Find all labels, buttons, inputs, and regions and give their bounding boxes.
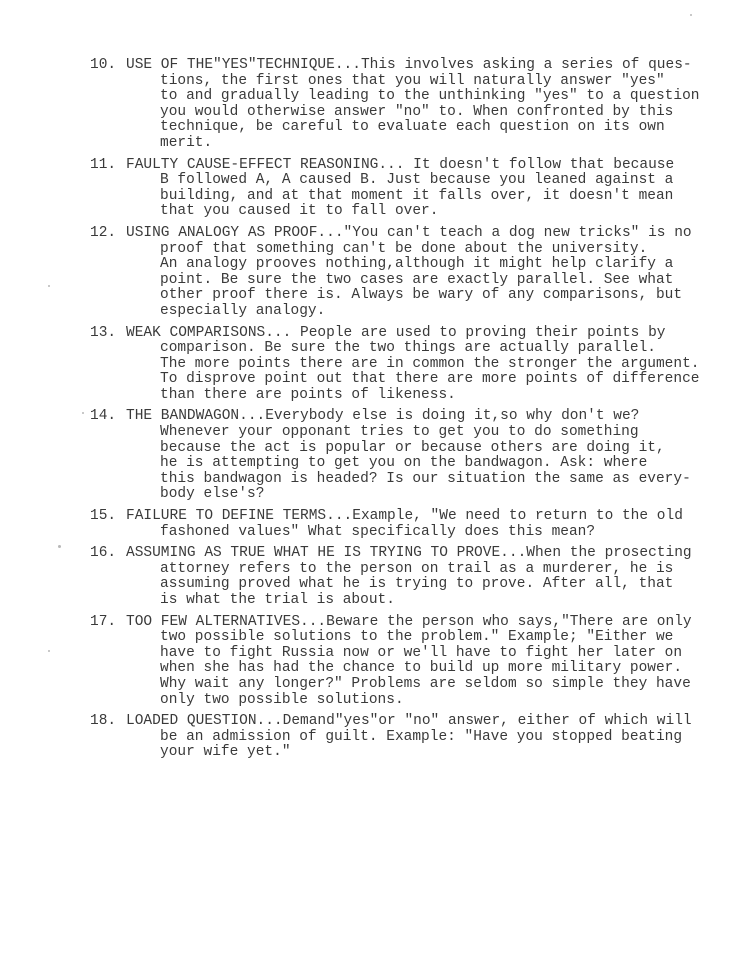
item-text-line: when she has had the chance to build up more military power. [160, 660, 683, 677]
item-heading-line: USING ANALOGY AS PROOF..."You can't teach a dog new tricks" is no [126, 224, 692, 241]
scan-speck [48, 285, 50, 287]
item-text-line: fashoned values" What specifically does this mean? [160, 523, 596, 540]
scan-speck [690, 14, 692, 16]
item-text-line: assuming proved what he is trying to prove. After all, that [160, 576, 674, 593]
list-item [0, 326, 750, 404]
item-text-line: comparison. Be sure the two things are actually parallel. [160, 340, 656, 357]
item-text-line: is what the trial is about. [160, 592, 395, 608]
list-item [0, 509, 750, 540]
item-text-line: Whenever your opponant tries to get you to do something [160, 424, 639, 441]
item-number: 17. [90, 613, 117, 630]
item-text-line: he is attempting to get you on the bandwagon. Ask: where [160, 455, 648, 472]
item-number: 11. [90, 156, 117, 173]
item-text-line: because the act is popular or because others are doing it, [160, 439, 665, 456]
item-number: 13. [90, 324, 117, 341]
item-text-line: An analogy prooves nothing,although it might help clarify a [160, 256, 674, 273]
item-number: 16. [90, 545, 117, 562]
item-text-line: that you caused it to fall over. [160, 203, 439, 220]
list-item [0, 409, 750, 503]
item-heading-line: USE OF THE"YES"TECHNIQUE...This involves asking a series of ques- [126, 57, 692, 73]
fallacy-list [0, 58, 750, 767]
item-text-line: tions, the first ones that you will naturally answer "yes" [160, 72, 665, 89]
item-text-line: B followed A, A caused B. Just because you leaned against a [160, 172, 674, 189]
list-item [0, 546, 750, 608]
item-text-line: Why wait any longer?" Problems are seldom so simple they have [160, 675, 691, 692]
list-item [0, 58, 750, 152]
scan-speck [48, 650, 50, 652]
list-item [0, 714, 750, 761]
item-number: 15. [90, 508, 117, 525]
item-heading-line: LOADED QUESTION...Demand"yes"or "no" answer, either of which will [126, 713, 692, 730]
item-text-line: only two possible solutions. [160, 691, 404, 708]
item-text-line: be an admission of guilt. Example: "Have you stopped beating [160, 728, 683, 745]
item-heading-line: FAILURE TO DEFINE TERMS...Example, "We need to return to the old [126, 508, 683, 525]
item-text-line: your wife yet." [160, 744, 291, 761]
item-text-line: than there are points of likeness. [160, 386, 456, 403]
list-item [0, 615, 750, 709]
item-heading-line: THE BANDWAGON...Everybody else is doing it,so why don't we? [126, 408, 640, 425]
item-text-line: you would otherwise answer "no" to. When confronted by this [160, 103, 674, 120]
item-text-line: merit. [160, 134, 213, 151]
item-heading-line: TOO FEW ALTERNATIVES...Beware the person who says,"There are only [126, 613, 692, 630]
item-text-line: attorney refers to the person on trail as a murderer, he is [160, 560, 674, 577]
list-item [0, 158, 750, 220]
item-text-line: other proof there is. Always be wary of any comparisons, but [160, 287, 683, 304]
scan-speck [82, 412, 84, 414]
item-text-line: point. Be sure the two cases are exactly parallel. See what [160, 271, 674, 288]
item-text-line: this bandwagon is headed? Is our situation the same as every- [160, 470, 691, 487]
item-number: 12. [90, 224, 117, 241]
item-text-line: To disprove point out that there are more points of difference [160, 371, 700, 388]
list-item [0, 226, 750, 320]
item-text-line: proof that something can't be done about the university. [160, 240, 648, 257]
item-text-line: The more points there are in common the stronger the argument. [160, 355, 700, 372]
item-number: 14. [90, 408, 117, 425]
item-text-line: to and gradually leading to the unthinking "yes" to a question [160, 88, 700, 105]
item-text-line: two possible solutions to the problem." Example; "Either we [160, 629, 674, 646]
item-text-line: technique, be careful to evaluate each question on its own [160, 119, 665, 136]
item-text-line: especially analogy. [160, 302, 326, 319]
item-number: 18. [90, 713, 117, 730]
item-text-line: building, and at that moment it falls over, it doesn't mean [160, 187, 674, 204]
item-heading-line: WEAK COMPARISONS... People are used to proving their points by [126, 324, 666, 341]
scan-speck [58, 545, 61, 548]
item-number: 10. [90, 57, 117, 73]
item-heading-line: FAULTY CAUSE-EFFECT REASONING... It doesn't follow that because [126, 156, 675, 173]
item-heading-line: ASSUMING AS TRUE WHAT HE IS TRYING TO PROVE...When the prosecting [126, 545, 692, 562]
item-text-line: have to fight Russia now or we'll have to fight her later on [160, 644, 683, 661]
item-text-line: body else's? [160, 486, 265, 503]
